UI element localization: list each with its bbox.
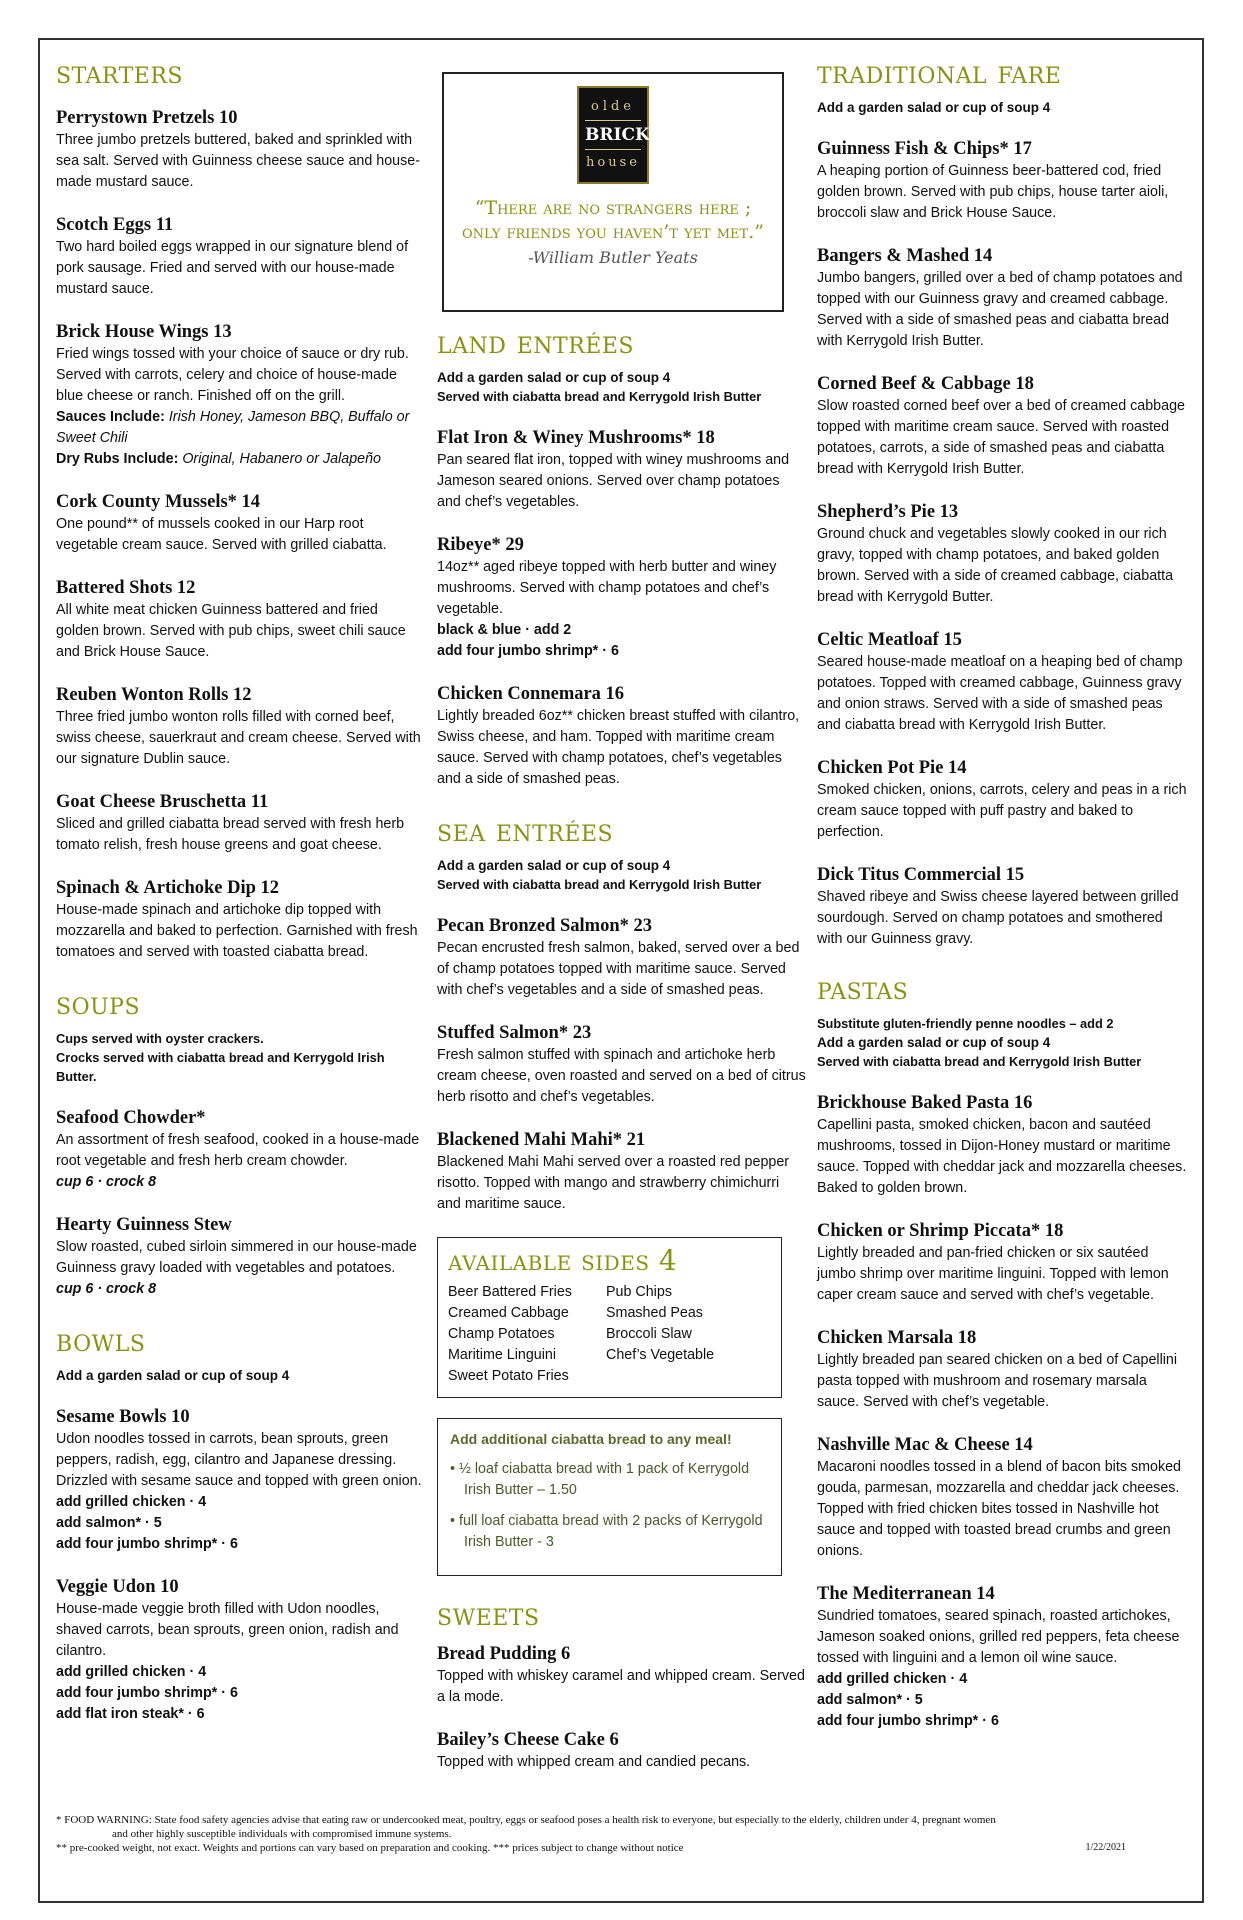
menu-item: [56, 683, 424, 770]
sides-box: [437, 1237, 782, 1398]
item-name: Nashville Mac & Cheese 14: [817, 1435, 1033, 1455]
sauces-label: Sauces Include:: [56, 409, 165, 425]
item-name: Veggie Udon 10: [56, 1577, 179, 1597]
section-note: Served with ciabatta bread and Kerrygold Irish Butter: [817, 1054, 1142, 1069]
item-addon: add salmon* · 5: [56, 1515, 162, 1531]
section-title: sea entrées: [437, 813, 614, 849]
item-name: Chicken Pot Pie 14: [817, 758, 967, 778]
menu-item: [817, 1091, 1189, 1199]
item-name: Bangers & Mashed 14: [817, 246, 993, 266]
menu-item: [817, 137, 1189, 224]
item-desc: Topped with whiskey caramel and whipped cream. Served a la mode.: [437, 1668, 805, 1705]
item-addon: add flat iron steak* · 6: [56, 1706, 205, 1722]
item-name: Blackened Mahi Mahi* 21: [437, 1130, 646, 1150]
menu-item: [56, 876, 424, 963]
side-item: Maritime Linguini: [448, 1347, 557, 1363]
menu-item: [817, 1326, 1189, 1413]
footer-disclaimer: [56, 1813, 1186, 1855]
bread-box: [437, 1418, 782, 1576]
section-note: Served with ciabatta bread and Kerrygold Irish Butter: [437, 877, 762, 892]
weights-note: ** pre-cooked weight, not exact. Weights and portions can vary based on preparation and cooking. *** prices subject to change without notice: [56, 1842, 684, 1854]
menu-item: [817, 863, 1189, 950]
side-item: Creamed Cabbage: [448, 1305, 569, 1321]
item-desc: A heaping portion of Guinness beer-battered cod, fried golden brown. Served with pub chips, house tarter aioli, broccoli slaw and Brick House Sauce.: [817, 163, 1169, 221]
menu-item: [56, 576, 424, 663]
item-name: Corned Beef & Cabbage 18: [817, 374, 1034, 394]
item-desc: One pound** of mussels cooked in our Harp root vegetable cream sauce. Served with grilled ciabatta.: [56, 516, 387, 553]
item-name: Flat Iron & Winey Mushrooms* 18: [437, 428, 715, 448]
column-left: [56, 56, 424, 1725]
item-desc: Lightly breaded and pan-fried chicken or six sautéed jumbo shrimp over maritime linguini. Topped with lemon caper cream sauce and served with chef’s vegetable.: [817, 1245, 1169, 1303]
item-desc: Slow roasted, cubed sirloin simmered in our house-made Guinness gravy loaded with vegetables and potatoes.: [56, 1239, 417, 1276]
bread-option: • ½ loaf ciabatta bread with 1 pack of Kerrygold Irish Butter – 1.50: [450, 1461, 750, 1498]
item-desc: Pecan encrusted fresh salmon, baked, served over a bed of champ potatoes topped with maritime sauce. Served with chef’s vegetables and a side of smashed peas.: [437, 940, 800, 998]
menu-item: [437, 1642, 807, 1708]
quote: “There are no strangers here ; only friends you haven’t yet met.”: [462, 197, 764, 243]
bread-option: • full loaf ciabatta bread with 2 packs of Kerrygold Irish Butter - 3: [450, 1513, 763, 1550]
section-title: available sides 4: [448, 1244, 678, 1277]
item-desc: Topped with whipped cream and candied pecans.: [437, 1754, 751, 1770]
menu-item: [437, 1728, 807, 1773]
item-name: Brickhouse Baked Pasta 16: [817, 1093, 1033, 1113]
menu-item: [56, 790, 424, 856]
logo-text: BRICK: [585, 120, 641, 150]
section-pastas: [817, 972, 1189, 1732]
item-desc: Three fried jumbo wonton rolls filled with corned beef, swiss cheese, sauerkraut and cream cheese. Served with our signature Dublin sauce.: [56, 709, 421, 767]
item-desc: Seared house-made meatloaf on a heaping bed of champ potatoes. Topped with creamed cabbage, Guinness gravy and onion straws. Served with a side of smashed peas and ciabatta bread with Kerrygold Irish Butter.: [817, 654, 1183, 733]
item-addon: add grilled chicken · 4: [56, 1494, 207, 1510]
section-starters: [56, 56, 424, 963]
item-name: Reuben Wonton Rolls 12: [56, 685, 252, 705]
item-desc: Ground chuck and vegetables slowly cooked in our rich gravy, topped with champ potatoes, and baked golden brown. Served with a side of creamed cabbage, ciabatta bread with Kerrygold Butter.: [817, 526, 1174, 605]
section-title: bowls: [56, 1323, 146, 1359]
quote-author: -William Butler Yeats: [528, 248, 698, 267]
rubs-label: Dry Rubs Include:: [56, 451, 179, 467]
section-sea-entrees: [437, 814, 807, 1215]
item-desc: Macaroni noodles tossed in a blend of bacon bits smoked gouda, parmesan, mozzarella and cheddar jack cheeses. Topped with fried chicken bites tossed in Nashville hot sauce and topped with toasted bread crumbs and green onions.: [817, 1459, 1181, 1559]
section-title: soups: [56, 986, 141, 1022]
olde-brick-house-logo: [577, 86, 649, 184]
item-addon: add grilled chicken · 4: [56, 1664, 207, 1680]
side-item: Pub Chips: [606, 1284, 672, 1300]
section-title: starters: [56, 55, 183, 91]
item-name: Goat Cheese Bruschetta 11: [56, 792, 269, 812]
side-item: Beer Battered Fries: [448, 1284, 572, 1300]
menu-item: [56, 320, 424, 470]
menu-item: [817, 244, 1189, 352]
item-name: Hearty Guinness Stew: [56, 1215, 232, 1235]
section-soups: [56, 987, 424, 1300]
item-desc: 14oz** aged ribeye topped with herb butter and winey mushrooms. Served with champ potatoes and chef’s vegetable.: [437, 559, 777, 617]
section-note: Add a garden salad or cup of soup 4: [437, 370, 671, 385]
section-sweets: [437, 1598, 807, 1773]
menu-item: [817, 1433, 1189, 1562]
item-desc: Pan seared flat iron, topped with winey mushrooms and Jameson seared onions. Served over champ potatoes and chef’s vegetables.: [437, 452, 790, 510]
section-title: sweets: [437, 1597, 540, 1633]
rub-list: [56, 449, 424, 470]
item-desc: Jumbo bangers, grilled over a bed of champ potatoes and topped with our Guinness gravy and creamed cabbage. Served with a side of smashed peas and ciabatta bread with Kerrygold Irish Butter.: [817, 270, 1183, 349]
item-name: Brick House Wings 13: [56, 322, 232, 342]
menu-item: [817, 628, 1189, 736]
side-item: Smashed Peas: [606, 1305, 703, 1321]
item-desc: Capellini pasta, smoked chicken, bacon and sautéed mushrooms, tossed in Dijon-Honey mustard or maritime sauce. Topped with cheddar jack and mozzarella cheeses. Baked to golden brown.: [817, 1117, 1187, 1196]
item-name: The Mediterranean 14: [817, 1584, 995, 1604]
item-name: Pecan Bronzed Salmon* 23: [437, 916, 652, 936]
item-desc: Lightly breaded pan seared chicken on a bed of Capellini pasta topped with mushroom and rosemary marsala sauce. Served with chef’s vegetable.: [817, 1352, 1178, 1410]
menu-item: [817, 372, 1189, 480]
item-name: Ribeye* 29: [437, 535, 524, 555]
item-name: Bread Pudding 6: [437, 1644, 571, 1664]
item-name: Chicken or Shrimp Piccata* 18: [817, 1221, 1064, 1241]
item-addon: add four jumbo shrimp* · 6: [817, 1713, 999, 1729]
item-desc: Udon noodles tossed in carrots, bean sprouts, green peppers, radish, egg, cilantro and Japanese dressing. Drizzled with sesame sauce and topped with green onion.: [56, 1431, 422, 1489]
menu-item: [56, 1405, 424, 1555]
section-note: Crocks served with ciabatta bread and Kerrygold Irish Butter.: [56, 1050, 385, 1084]
sides-list: [448, 1282, 771, 1387]
item-addon: add grilled chicken · 4: [817, 1671, 968, 1687]
menu-item: [56, 213, 424, 300]
menu-item: [56, 1213, 424, 1300]
menu-item: [437, 914, 807, 1001]
bread-options: [450, 1459, 769, 1553]
menu-item: [56, 1575, 424, 1725]
section-title: pastas: [817, 971, 909, 1007]
item-desc: Smoked chicken, onions, carrots, celery and peas in a rich cream sauce topped with puff pastry and baked to perfection.: [817, 782, 1187, 840]
menu-item: [817, 756, 1189, 843]
item-name: Shepherd’s Pie 13: [817, 502, 959, 522]
menu-item: [56, 106, 424, 193]
section-note: Add a garden salad or cup of soup 4: [56, 1368, 290, 1383]
section-title: traditional fare: [817, 55, 1062, 91]
item-name: Bailey’s Cheese Cake 6: [437, 1730, 619, 1750]
sides-left: [448, 1282, 606, 1387]
logo-text: olde: [591, 99, 635, 114]
menu-item: [817, 500, 1189, 608]
item-desc: An assortment of fresh seafood, cooked in a house-made root vegetable and fresh herb cream chowder.: [56, 1132, 420, 1169]
item-addon: add four jumbo shrimp* · 6: [56, 1536, 238, 1552]
item-desc: Two hard boiled eggs wrapped in our signature blend of pork sausage. Fried and served with our house-made mustard sauce.: [56, 239, 409, 297]
menu-item: [56, 490, 424, 556]
section-note: Add a garden salad or cup of soup 4: [817, 1035, 1051, 1050]
item-name: Chicken Connemara 16: [437, 684, 625, 704]
section-note: Add a garden salad or cup of soup 4: [817, 100, 1051, 115]
item-desc: Three jumbo pretzels buttered, baked and sprinkled with sea salt. Served with Guinness cheese sauce and house-made mustard sauce.: [56, 132, 420, 190]
item-price: cup 6 · crock 8: [56, 1174, 157, 1190]
section-title: land entrées: [437, 325, 634, 361]
menu-item: [817, 1219, 1189, 1306]
item-addon: add four jumbo shrimp* · 6: [56, 1685, 238, 1701]
menu-item: [437, 426, 807, 513]
item-desc: Shaved ribeye and Swiss cheese layered between grilled sourdough. Served on champ potatoes and smothered with our Guinness gravy.: [817, 889, 1179, 947]
food-warning: * FOOD WARNING: State food safety agencies advise that eating raw or undercooked meat, poultry, eggs or seafood poses a health risk to everyone, but especially to the elderly, children under 4, pregnant women: [56, 1814, 996, 1826]
item-name: Battered Shots 12: [56, 578, 196, 598]
side-item: Champ Potatoes: [448, 1326, 555, 1342]
item-desc: Sundried tomatoes, seared spinach, roasted artichokes, Jameson soaked onions, grilled red peppers, feta cheese tossed with linguini and a lemon oil wine sauce.: [817, 1608, 1180, 1666]
logo-box: [442, 72, 784, 312]
section-note: Substitute gluten-friendly penne noodles – add 2: [817, 1016, 1114, 1031]
side-item: Broccoli Slaw: [606, 1326, 692, 1342]
item-price: cup 6 · crock 8: [56, 1281, 157, 1297]
menu-item: [56, 1106, 424, 1193]
section-traditional-fare: [817, 56, 1189, 950]
item-name: Chicken Marsala 18: [817, 1328, 977, 1348]
side-item: Sweet Potato Fries: [448, 1368, 569, 1384]
item-name: Sesame Bowls 10: [56, 1407, 190, 1427]
item-desc: Lightly breaded 6oz** chicken breast stuffed with cilantro, Swiss cheese, and ham. Topped with maritime cream sauce. Served with champ potatoes, chef’s vegetables and a side of smashed peas.: [437, 708, 800, 787]
menu-date: 1/22/2021: [1085, 1842, 1126, 1853]
side-item: Chef’s Vegetable: [606, 1347, 715, 1363]
item-desc: Sliced and grilled ciabatta bread served with fresh herb tomato relish, fresh house greens and goat cheese.: [56, 816, 405, 853]
item-addon: add salmon* · 5: [817, 1692, 923, 1708]
column-right: [817, 56, 1189, 1732]
menu-item: [437, 1128, 807, 1215]
rubs-value: Original, Habanero or Jalapeño: [178, 451, 382, 467]
bread-title: Add additional ciabatta bread to any meal!: [450, 1431, 732, 1447]
item-desc: Blackened Mahi Mahi served over a roasted red pepper risotto. Topped with mango and strawberry chimichurri and maritime sauce.: [437, 1154, 790, 1212]
menu-item: [437, 682, 807, 790]
item-addon: add four jumbo shrimp* · 6: [437, 643, 619, 659]
item-name: Cork County Mussels* 14: [56, 492, 261, 512]
sides-right: [606, 1282, 756, 1387]
item-name: Spinach & Artichoke Dip 12: [56, 878, 280, 898]
item-name: Celtic Meatloaf 15: [817, 630, 962, 650]
section-note: Served with ciabatta bread and Kerrygold Irish Butter: [437, 389, 762, 404]
section-bowls: [56, 1324, 424, 1725]
sauces-value: Irish Honey, Jameson BBQ, Buffalo or Sweet Chili: [56, 409, 410, 446]
item-name: Seafood Chowder*: [56, 1108, 206, 1128]
item-addon: black & blue · add 2: [437, 622, 572, 638]
logo-text: house: [586, 155, 640, 170]
food-warning-cont: and other highly susceptible individuals with compromised immune systems.: [112, 1828, 452, 1840]
item-desc: Slow roasted corned beef over a bed of creamed cabbage topped with maritime cream sauce. Served with roasted potatoes, carrots, a side of smashed peas and ciabatta bread with Kerrygold Irish Butter.: [817, 398, 1185, 477]
item-desc: Fresh salmon stuffed with spinach and artichoke herb cream cheese, oven roasted and served on a bed of citrus herb risotto and chef’s vegetables.: [437, 1047, 806, 1105]
item-name: Stuffed Salmon* 23: [437, 1023, 592, 1043]
item-name: Perrystown Pretzels 10: [56, 108, 238, 128]
item-name: Dick Titus Commercial 15: [817, 865, 1025, 885]
item-desc: Fried wings tossed with your choice of sauce or dry rub. Served with carrots, celery and choice of house-made blue cheese or ranch. Finished off on the grill.: [56, 346, 409, 404]
menu-item: [437, 533, 807, 662]
menu-item: [817, 1582, 1189, 1732]
menu-item: [437, 1021, 807, 1108]
item-name: Scotch Eggs 11: [56, 215, 174, 235]
item-name: Guinness Fish & Chips* 17: [817, 139, 1032, 159]
section-note: Cups served with oyster crackers.: [56, 1031, 264, 1046]
item-desc: House-made spinach and artichoke dip topped with mozzarella and baked to perfection. Garnished with fresh tomatoes and served with toasted ciabatta bread.: [56, 902, 418, 960]
section-note: Add a garden salad or cup of soup 4: [437, 858, 671, 873]
item-desc: All white meat chicken Guinness battered and fried golden brown. Served with pub chips, sweet chili sauce and Brick House Sauce.: [56, 602, 406, 660]
column-middle: [437, 56, 807, 1773]
item-desc: House-made veggie broth filled with Udon noodles, shaved carrots, bean sprouts, green onion, radish and cilantro.: [56, 1601, 399, 1659]
section-land-entrees: [437, 326, 807, 790]
sauce-list: [56, 407, 424, 449]
